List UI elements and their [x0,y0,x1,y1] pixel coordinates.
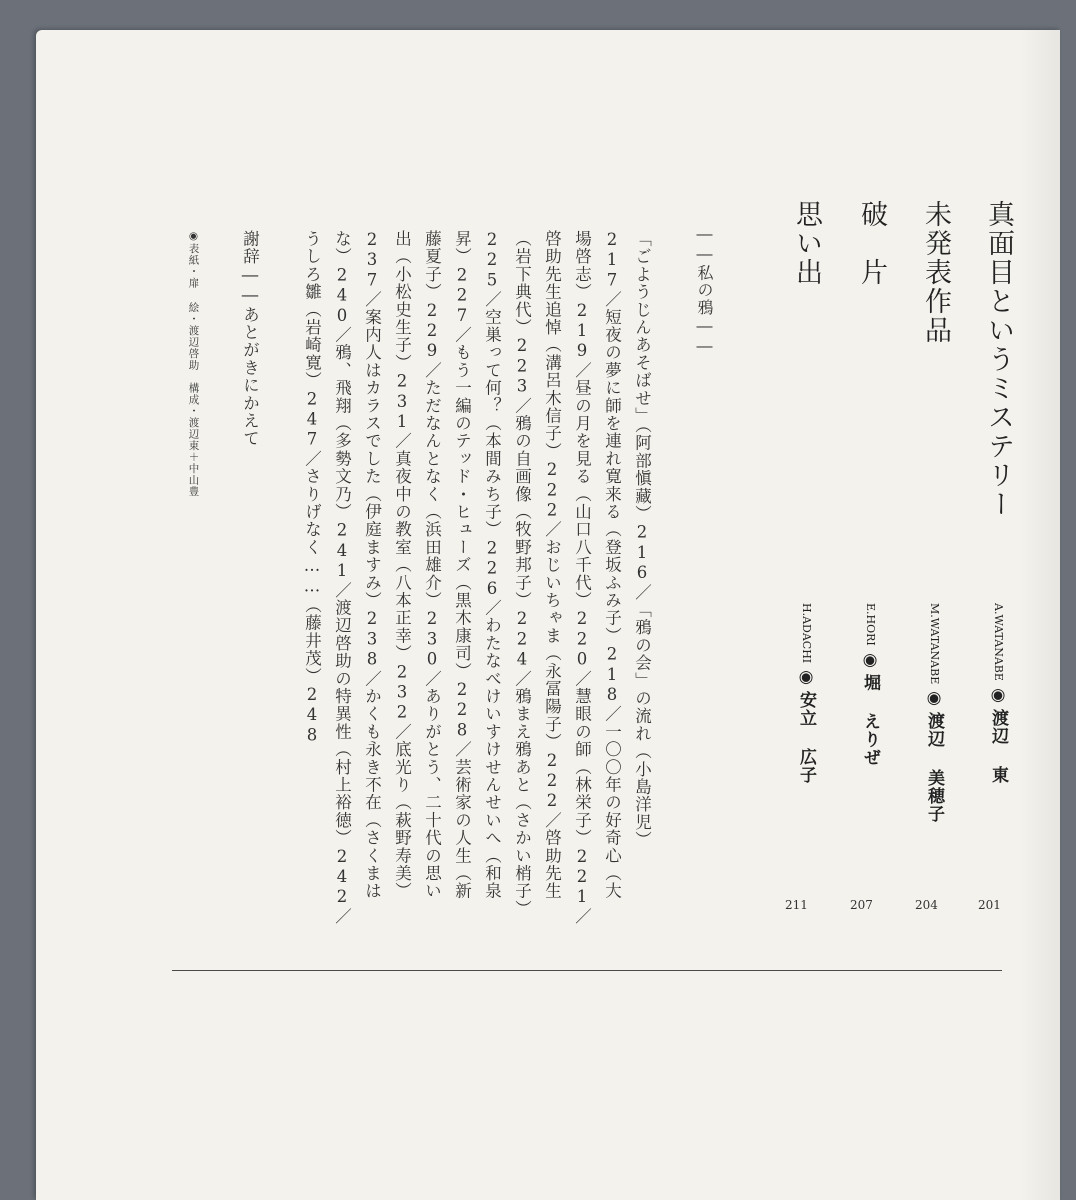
page-edge-shade [1020,30,1060,1200]
author-romaji: H.ADACHI [800,603,813,664]
author-name: 渡辺 美穂子 [924,712,944,824]
author-romaji: M.WATANABE [928,603,941,685]
entry-title-4: 思い出 [791,200,822,287]
entry-author-line-2 [925,603,942,823]
essay-column: 昇）227／もう一編のテッド・ヒューズ（黒木康司）228／芸術家の人生（新 [452,230,472,900]
divider-rule [172,970,1002,971]
essay-column: 出（小松史生子）231／真夜中の教室（八本正幸）232／底光り（萩野寿美） [392,230,412,900]
bullet-icon: ◉ [924,688,944,710]
entry-author-line-4 [797,603,814,784]
essay-column: 場啓志）219／昼の月を見る（山口八千代）220／慧眼の師（林栄子）221／ [572,230,592,926]
essay-column: うしろ雛（岩崎寛）247／さりげなく……（藤井茂）248 [302,230,322,746]
bullet-icon: ◉ [988,684,1008,706]
entry-page-2: 204 [915,898,938,912]
entry-title-2: 未発表作品 [920,200,951,345]
author-name: 渡辺 東 [988,708,1008,784]
book-page [36,30,1060,1200]
entry-page-4: 211 [785,898,808,912]
author-name: 安立 広子 [796,691,816,785]
entry-page-3: 207 [850,898,873,912]
bullet-icon: ◉ [860,649,880,671]
entry-title-1: 真面目というミステリー [983,200,1014,519]
author-romaji: A.WATANABE [992,603,1005,681]
section-heading: ――私の鴉―― [695,224,714,357]
essay-column: 啓助先生追悼（溝呂木信子）222／おじいちゃま（永冨陽子）222／啓助先生 [542,230,562,900]
essay-column: 「ごようじんあそばせ」（阿部愼藏）216／「鴉の会」の流れ（小島洋児） [632,230,652,849]
author-name: 堀 えりぜ [860,673,880,767]
entry-author-line-1 [989,603,1006,784]
essay-column: な）240／鴉、飛翔（多勢文乃）241／渡辺啓助の特異性（村上裕徳）242／ [332,230,352,926]
author-romaji: E.HORI [864,603,877,646]
bullet-icon: ◉ [796,667,816,689]
entry-page-1: 201 [978,898,1001,912]
entry-title-3: 破 片 [856,200,887,287]
essay-column: 217／短夜の夢に師を連れ寛来る（登坂ふみ子）218／一〇〇年の好奇心（大 [602,230,622,900]
cover-credit: ◉表紙・扉 絵・渡辺啓助 構成・渡辺東＋中山豊 [187,230,200,498]
afterword-entry: 謝辞――あとがきにかえて [240,230,260,448]
entry-author-line-3 [861,603,878,767]
essay-column: 237／案内人はカラスでした（伊庭ますみ）238／かくも永き不在（さくまは [362,230,382,900]
essay-column: （岩下典代）223／鴉の自画像（牧野邦子）224／鴉まえ鴉あと（さかい梢子） [512,230,532,918]
essay-column: 225／空巣って何？（本間みち子）226／わたなべけいすけせんせいへ（和泉 [482,230,502,900]
essay-column: 藤夏子）229／ただなんとなく（浜田雄介）230／ありがとう、二十代の思い [422,230,442,900]
